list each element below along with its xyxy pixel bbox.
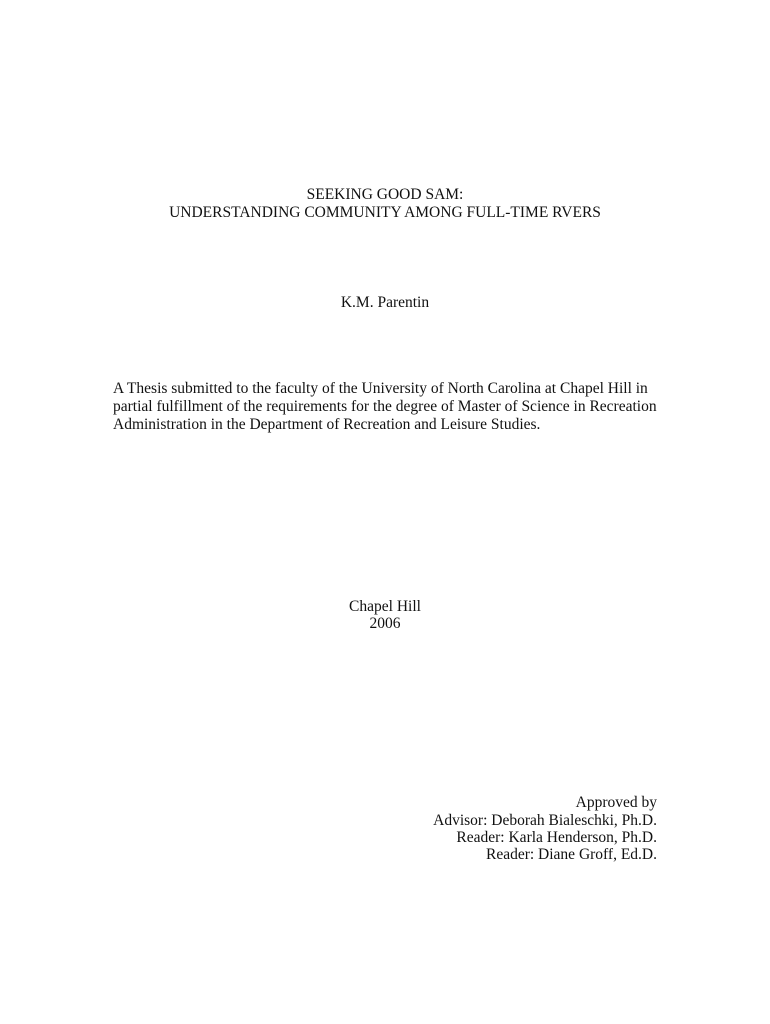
author-name: K.M. Parentin: [340, 294, 430, 311]
year: 2006: [369, 615, 401, 632]
reader-2-line: Reader: Diane Groff, Ed.D.: [485, 846, 657, 863]
reader-1-line: Reader: Karla Henderson, Ph.D.: [456, 829, 657, 846]
statement-line-2: partial fulfillment of the requirements for the degree of Master of Science in Recreation: [113, 398, 657, 415]
statement-line-3: Administration in the Department of Recreation and Leisure Studies.: [113, 416, 541, 433]
advisor-line: Advisor: Deborah Bialeschki, Ph.D.: [433, 812, 657, 829]
statement-line-1: A Thesis submitted to the faculty of the University of North Carolina at Chapel Hill in: [113, 380, 648, 397]
title-line-2: UNDERSTANDING COMMUNITY AMONG FULL-TIME RVERS: [169, 204, 601, 221]
approval-heading: Approved by: [575, 794, 657, 811]
thesis-statement: [113, 380, 657, 434]
place: Chapel Hill: [349, 598, 421, 615]
title-line-1: SEEKING GOOD SAM:: [306, 186, 464, 203]
